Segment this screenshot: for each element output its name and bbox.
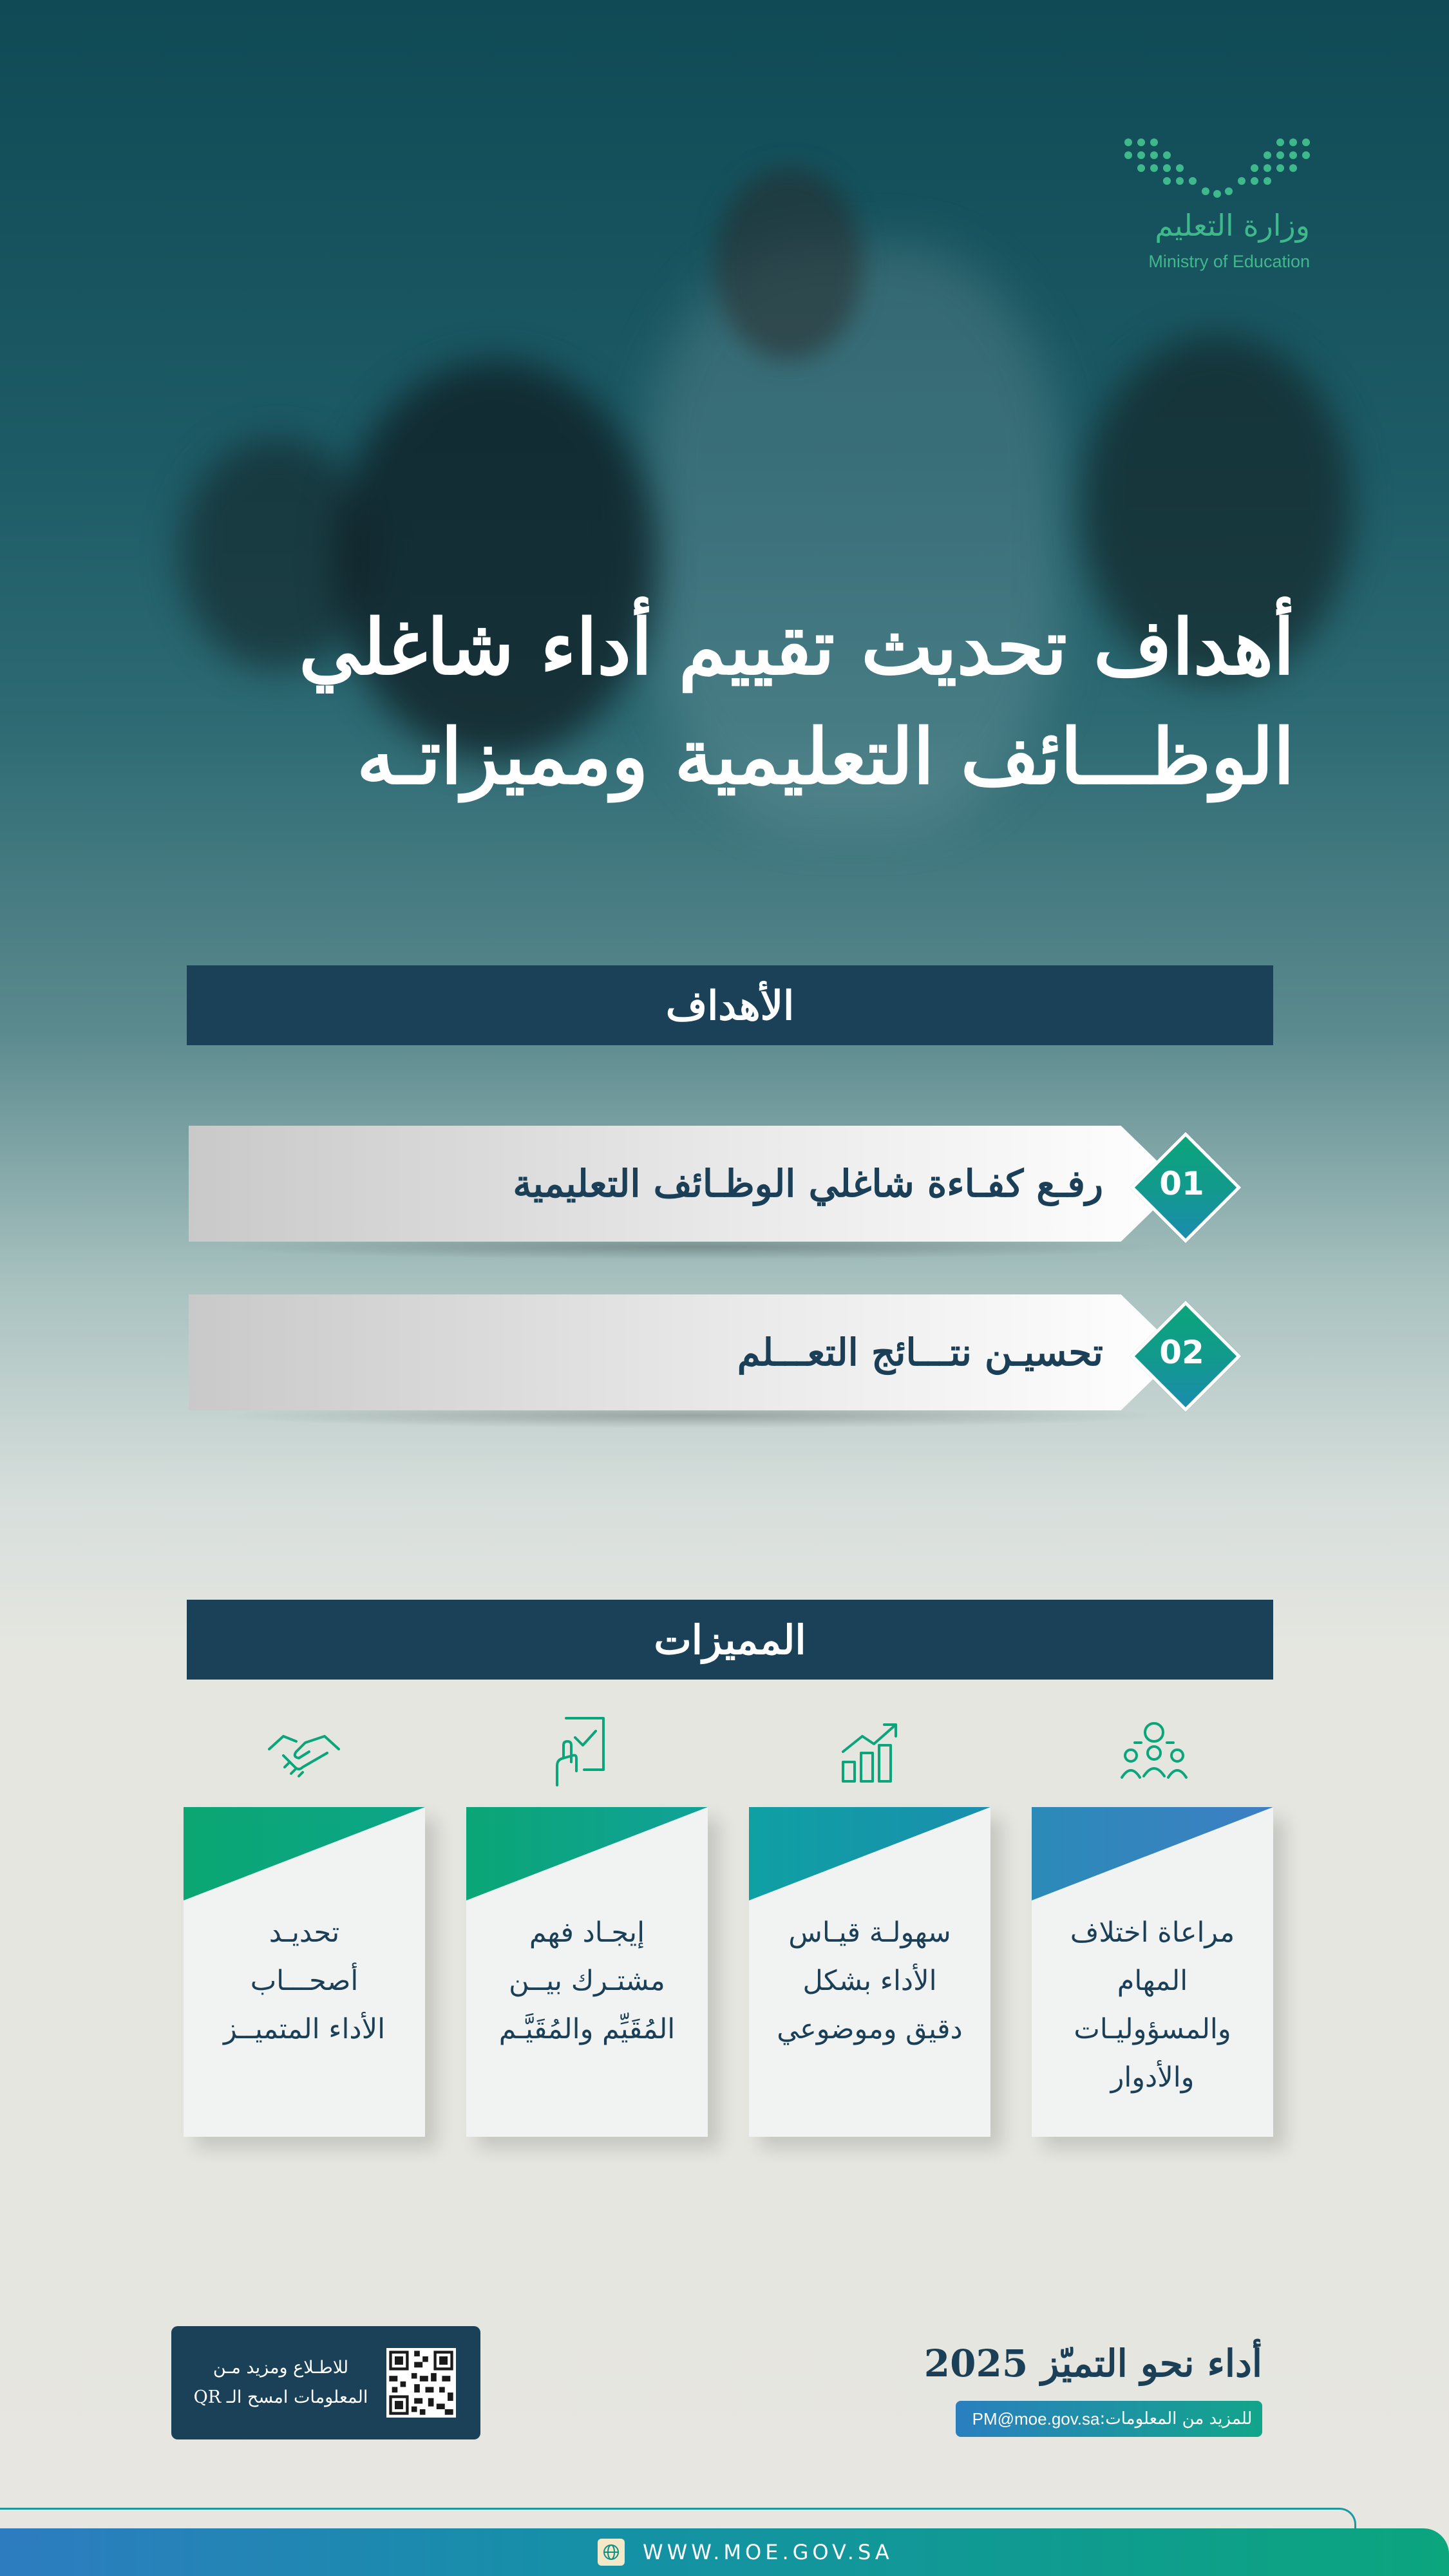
feature-card: [184, 1807, 425, 2137]
qr-instructions: للاطـلاع ومزيد مـن المعلومات امسح الـ QR: [193, 2358, 368, 2407]
document-check-icon: [544, 1713, 621, 1790]
goal-text: تحسيـن نتـــائج التعـــلم: [737, 1331, 1103, 1374]
feature-text: إيجـاد فهم مشتـرك بيــن المُقَيِّم والمُقَيَّـم: [498, 1917, 676, 2045]
footer-title: أداء نحو التميّز 2025: [923, 2342, 1262, 2385]
goal-item: [189, 1126, 1251, 1242]
feature-text: مراعاة اختلاف المهام والمسؤوليـات والأدوار: [1070, 1917, 1235, 2094]
handshake-icon: [265, 1713, 343, 1790]
feature-card: [1032, 1807, 1273, 2137]
globe-icon: [598, 2539, 625, 2566]
feature-text: تحديـد أصحـــاب الأداء المتميــز: [223, 1917, 386, 2045]
qr-code-icon[interactable]: [386, 2348, 456, 2418]
ministry-logo: [1121, 132, 1314, 274]
contact-email[interactable]: PM@moe.gov.sa: [972, 2409, 1100, 2429]
feature-text: سهولـة قيـاس الأداء بشكل دقيق وموضوعي: [777, 1917, 963, 2045]
title-line-1: أهداف تحديث تقييم أداء شاغلي: [299, 602, 1294, 692]
goal-text: رفـع كفـاءة شاغلي الوظـائف التعليمية: [513, 1162, 1103, 1206]
logo-dots-icon: [1121, 132, 1314, 203]
goal-number: 02: [1159, 1334, 1204, 1371]
goal-number-badge: [1130, 1301, 1233, 1404]
goal-number: 01: [1159, 1165, 1204, 1202]
goal-item: [189, 1294, 1251, 1410]
page-title: [155, 592, 1294, 811]
qr-box: [171, 2326, 480, 2439]
contact-label: للمزيد من المعلومات:: [1099, 2409, 1253, 2429]
feature-card: [466, 1807, 708, 2137]
website-url[interactable]: WWW.MOE.GOV.SA: [643, 2540, 893, 2564]
goals-header: الأهداف: [187, 965, 1273, 1045]
feature-card: [749, 1807, 990, 2137]
features-header: المميزات: [187, 1600, 1273, 1680]
website-link[interactable]: [598, 2535, 893, 2570]
logo-name-ar: وزارة التعليم: [1155, 208, 1310, 243]
growth-chart-icon: [834, 1713, 911, 1790]
title-line-2: الوظـــائف التعليمية ومميزاتـه: [356, 712, 1294, 801]
team-icon: [1115, 1713, 1193, 1790]
goal-number-badge: [1130, 1132, 1233, 1235]
contact-pill: [956, 2401, 1262, 2437]
logo-name-en: Ministry of Education: [1148, 252, 1310, 271]
